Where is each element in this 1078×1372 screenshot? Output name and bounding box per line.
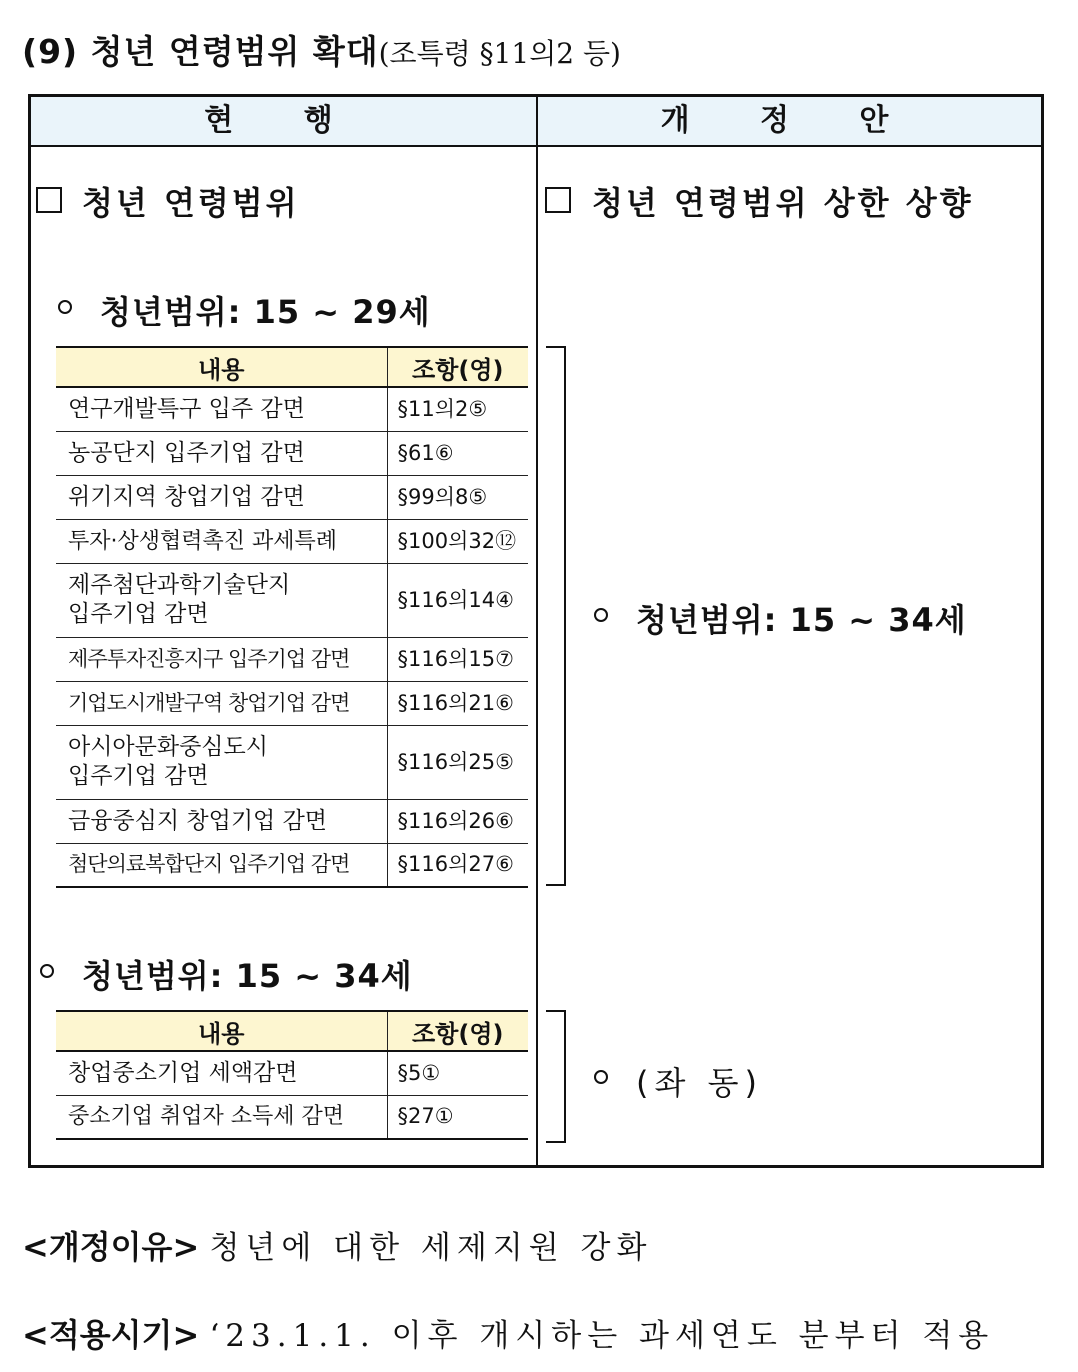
heading-reference: (조특령 §11의2 등) (378, 37, 621, 70)
row-content: 투자·상생협력촉진 과세특례 (56, 519, 387, 563)
heading-title: (9) 청년 연령범위 확대 (22, 32, 379, 71)
row-article: §116의15⑦ (387, 637, 528, 681)
effective-label: <적용시기> (22, 1316, 200, 1354)
current-group2-range: 청년범위: 15 ~ 34세 (82, 957, 413, 995)
row-article: §116의27⑥ (387, 843, 528, 887)
proposed-column-header: 개 정 안 (660, 103, 919, 138)
row-article: §116의14④ (387, 563, 528, 637)
table-header-row (56, 347, 528, 387)
bracket-group2 (546, 1010, 566, 1143)
effective-line (22, 1310, 994, 1356)
table-row (56, 1095, 528, 1139)
circle-bullet-icon (58, 300, 72, 314)
proposed-group1-text: 청년범위: 15 ~ 34세 (636, 601, 967, 639)
current-group1-table (56, 346, 528, 888)
row-content: 연구개발특구 입주 감면 (56, 387, 387, 431)
table-row (56, 519, 528, 563)
row-content: 첨단의료복합단지 입주기업 감면 (56, 843, 387, 887)
table-row (56, 799, 528, 843)
table-row (56, 563, 528, 637)
row-content: 제주첨단과학기술단지 입주기업 감면 (56, 563, 387, 637)
table-row (56, 725, 528, 799)
checkbox-icon (545, 187, 571, 213)
table-row (56, 681, 528, 725)
row-content: 창업중소기업 세액감면 (56, 1051, 387, 1095)
row-content: 아시아문화중심도시 입주기업 감면 (56, 725, 387, 799)
current-section-title: 청년 연령범위 (82, 184, 300, 222)
row-article: §61⑥ (387, 431, 528, 475)
row-article: §11의2⑤ (387, 387, 528, 431)
row-article: §100의32⑫ (387, 519, 528, 563)
row-content: 기업도시개발구역 창업기업 감면 (56, 681, 387, 725)
table-row (56, 843, 528, 887)
column-header-content: 내용 (56, 1011, 387, 1051)
row-content: 제주투자진흥지구 입주기업 감면 (56, 637, 387, 681)
row-article: §5① (387, 1051, 528, 1095)
current-group2-table (56, 1010, 528, 1140)
row-article: §116의21⑥ (387, 681, 528, 725)
row-article: §116의26⑥ (387, 799, 528, 843)
table-header-row (56, 1011, 528, 1051)
row-content: 위기지역 창업기업 감면 (56, 475, 387, 519)
row-content: 농공단지 입주기업 감면 (56, 431, 387, 475)
bracket-group1 (546, 346, 566, 886)
current-group1-range: 청년범위: 15 ~ 29세 (100, 293, 431, 331)
column-header-content: 내용 (56, 347, 387, 387)
table-row (56, 1051, 528, 1095)
checkbox-icon (36, 187, 62, 213)
reason-line (22, 1222, 652, 1268)
table-row (56, 387, 528, 431)
row-content: 중소기업 취업자 소득세 감면 (56, 1095, 387, 1139)
column-divider (536, 97, 538, 1165)
reason-label: <개정이유> (22, 1228, 200, 1266)
row-article: §99의8⑤ (387, 475, 528, 519)
proposed-group2-text: (좌 동) (636, 1064, 763, 1102)
document-heading (22, 26, 621, 73)
row-article: §27① (387, 1095, 528, 1139)
effective-text: ‘23.1.1. 이후 개시하는 과세연도 분부터 적용 (209, 1318, 995, 1354)
table-row (56, 431, 528, 475)
table-row (56, 475, 528, 519)
row-content: 금융중심지 창업기업 감면 (56, 799, 387, 843)
circle-bullet-icon (594, 608, 608, 622)
column-header-article: 조항(영) (387, 347, 528, 387)
row-article: §116의25⑤ (387, 725, 528, 799)
circle-bullet-icon (40, 964, 54, 978)
column-header-article: 조항(영) (387, 1011, 528, 1051)
table-row (56, 637, 528, 681)
current-column-header: 현 행 (204, 103, 363, 138)
proposed-section-title: 청년 연령범위 상한 상향 (592, 184, 974, 222)
reason-text: 청년에 대한 세제지원 강화 (209, 1230, 653, 1266)
circle-bullet-icon (594, 1070, 608, 1084)
